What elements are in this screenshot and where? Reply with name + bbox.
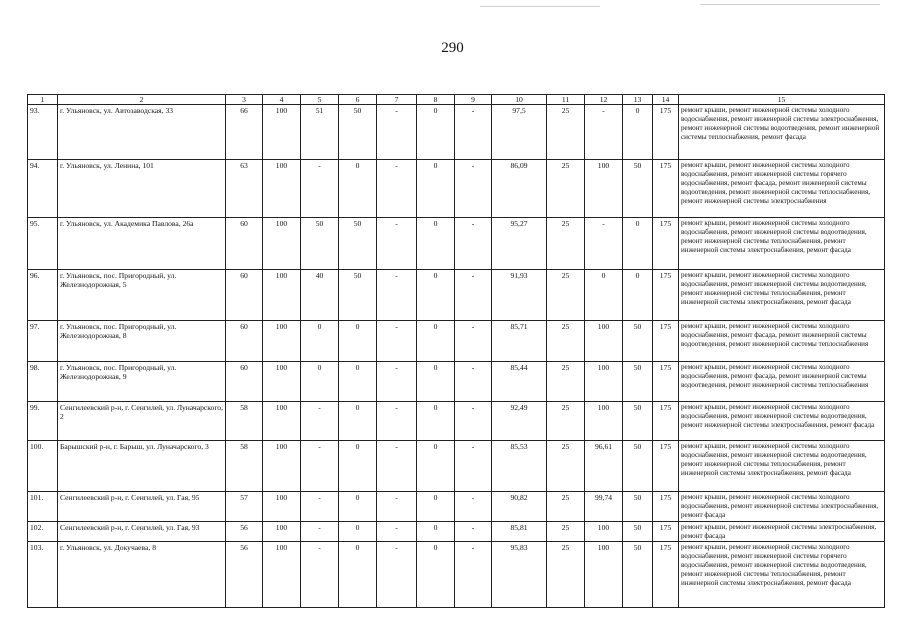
value-cell: 100 xyxy=(263,441,301,492)
address-cell: г. Ульяновск, ул. Автозаводская, 33 xyxy=(58,105,226,160)
value-cell: - xyxy=(377,160,417,218)
value-cell: 0 xyxy=(417,321,455,362)
value-cell: 95,27 xyxy=(492,218,547,270)
value-cell: 175 xyxy=(653,105,679,160)
value-cell: 25 xyxy=(547,362,585,402)
address-cell: Барышский р-н, г. Барыш, ул. Луначарского, 3 xyxy=(58,441,226,492)
value-cell: 95,83 xyxy=(492,542,547,608)
value-cell: - xyxy=(377,321,417,362)
value-cell: 0 xyxy=(339,542,377,608)
value-cell: - xyxy=(455,160,492,218)
value-cell: 0 xyxy=(339,521,377,542)
value-cell: 25 xyxy=(547,492,585,522)
value-cell: 50 xyxy=(339,270,377,321)
value-cell: 51 xyxy=(301,105,339,160)
value-cell: 25 xyxy=(547,402,585,441)
value-cell: 50 xyxy=(623,321,653,362)
column-header: 14 xyxy=(653,95,679,105)
value-cell: 50 xyxy=(623,362,653,402)
table-row xyxy=(28,270,885,321)
value-cell: - xyxy=(301,402,339,441)
value-cell: 0 xyxy=(623,270,653,321)
works-cell: ремонт крыши, ремонт инженерной системы холодного водоснабжения, ремонт инженерной системы электроснабжения, ремонт фасада xyxy=(679,492,885,522)
data-table xyxy=(27,94,885,608)
value-cell: 100 xyxy=(263,105,301,160)
row-number: 94. xyxy=(28,160,58,218)
value-cell: - xyxy=(377,218,417,270)
column-header: 5 xyxy=(301,95,339,105)
value-cell: - xyxy=(585,105,623,160)
address-cell: г. Ульяновск, ул. Академика Павлова, 26а xyxy=(58,218,226,270)
column-header: 12 xyxy=(585,95,623,105)
value-cell: 0 xyxy=(339,402,377,441)
table-row xyxy=(28,402,885,441)
value-cell: 100 xyxy=(263,321,301,362)
column-header: 8 xyxy=(417,95,455,105)
value-cell: 100 xyxy=(585,321,623,362)
value-cell: 175 xyxy=(653,542,679,608)
value-cell: 100 xyxy=(263,492,301,522)
value-cell: 50 xyxy=(623,492,653,522)
value-cell: 0 xyxy=(339,362,377,402)
value-cell: 175 xyxy=(653,218,679,270)
works-cell: ремонт крыши, ремонт инженерной системы холодного водоснабжения, ремонт инженерной системы водоотведения, ремонт инженерной системы теплоснабжения, ремонт инженерной системы электроснабжения, ремонт фасада xyxy=(679,441,885,492)
value-cell: - xyxy=(377,270,417,321)
row-number: 95. xyxy=(28,218,58,270)
value-cell: 85,53 xyxy=(492,441,547,492)
value-cell: 0 xyxy=(417,492,455,522)
value-cell: 66 xyxy=(226,105,263,160)
value-cell: - xyxy=(455,218,492,270)
value-cell: 60 xyxy=(226,321,263,362)
value-cell: - xyxy=(377,441,417,492)
row-number: 102. xyxy=(28,521,58,542)
value-cell: 97,5 xyxy=(492,105,547,160)
address-cell: Сенгилеевский р-н, г. Сенгилей, ул. Гая, 95 xyxy=(58,492,226,522)
value-cell: - xyxy=(455,542,492,608)
address-cell: г. Ульяновск, ул. Ленина, 101 xyxy=(58,160,226,218)
address-cell: г. Ульяновск, пос. Пригородный, ул. Железнодорожная, 9 xyxy=(58,362,226,402)
table-row xyxy=(28,441,885,492)
value-cell: 50 xyxy=(623,542,653,608)
address-cell: г. Ульяновск, пос. Пригородный, ул. Железнодорожная, 5 xyxy=(58,270,226,321)
value-cell: 0 xyxy=(339,160,377,218)
value-cell: - xyxy=(455,521,492,542)
value-cell: - xyxy=(301,542,339,608)
table-row xyxy=(28,492,885,522)
value-cell: - xyxy=(585,218,623,270)
row-number: 98. xyxy=(28,362,58,402)
table-row xyxy=(28,362,885,402)
value-cell: - xyxy=(455,362,492,402)
value-cell: 96,61 xyxy=(585,441,623,492)
works-cell: ремонт крыши, ремонт инженерной системы холодного водоснабжения, ремонт инженерной системы горячего водоснабжения, ремонт инженерной системы водоотведения, ремонт инженерной системы теплоснабжения, ремонт инженерной системы электроснабжения, ремонт фасада xyxy=(679,542,885,608)
table-row xyxy=(28,521,885,542)
works-cell: ремонт крыши, ремонт инженерной системы холодного водоснабжения, ремонт инженерной системы электроснабжения, ремонт инженерной системы водоотведения, ремонт инженерной системы теплоснабжения, ремонт фасада xyxy=(679,105,885,160)
value-cell: 58 xyxy=(226,441,263,492)
value-cell: 56 xyxy=(226,542,263,608)
value-cell: 63 xyxy=(226,160,263,218)
value-cell: 0 xyxy=(339,321,377,362)
value-cell: - xyxy=(301,521,339,542)
column-header: 2 xyxy=(58,95,226,105)
works-cell: ремонт крыши, ремонт инженерной системы холодного водоснабжения, ремонт фасада, ремонт инженерной системы водоотведения, ремонт инженерной системы теплоснабжения xyxy=(679,321,885,362)
column-header: 11 xyxy=(547,95,585,105)
page-number: 290 xyxy=(441,40,464,56)
column-header: 15 xyxy=(679,95,885,105)
value-cell: 85,71 xyxy=(492,321,547,362)
column-header: 9 xyxy=(455,95,492,105)
column-header: 10 xyxy=(492,95,547,105)
value-cell: - xyxy=(377,521,417,542)
column-header: 7 xyxy=(377,95,417,105)
value-cell: - xyxy=(455,492,492,522)
value-cell: 60 xyxy=(226,218,263,270)
value-cell: - xyxy=(455,441,492,492)
value-cell: 175 xyxy=(653,321,679,362)
value-cell: 90,82 xyxy=(492,492,547,522)
address-cell: Сенгилеевский р-н, г. Сенгилей, ул. Луначарского, 2 xyxy=(58,402,226,441)
value-cell: 0 xyxy=(417,270,455,321)
value-cell: 0 xyxy=(339,492,377,522)
row-number: 100. xyxy=(28,441,58,492)
value-cell: 99,74 xyxy=(585,492,623,522)
value-cell: 0 xyxy=(339,441,377,492)
value-cell: - xyxy=(377,542,417,608)
value-cell: 50 xyxy=(339,218,377,270)
value-cell: 0 xyxy=(417,362,455,402)
row-number: 99. xyxy=(28,402,58,441)
value-cell: 0 xyxy=(417,441,455,492)
works-cell: ремонт крыши, ремонт инженерной системы холодного водоснабжения, ремонт инженерной системы водоотведения, ремонт инженерной системы электроснабжения, ремонт фасада xyxy=(679,402,885,441)
value-cell: 100 xyxy=(585,362,623,402)
value-cell: 0 xyxy=(301,362,339,402)
value-cell: - xyxy=(377,105,417,160)
value-cell: 0 xyxy=(417,218,455,270)
value-cell: 85,44 xyxy=(492,362,547,402)
value-cell: 86,09 xyxy=(492,160,547,218)
value-cell: 57 xyxy=(226,492,263,522)
value-cell: 58 xyxy=(226,402,263,441)
value-cell: 0 xyxy=(301,321,339,362)
row-number: 97. xyxy=(28,321,58,362)
value-cell: 100 xyxy=(585,402,623,441)
column-header: 4 xyxy=(263,95,301,105)
scan-edge-line xyxy=(480,6,600,7)
address-cell: Сенгилеевский р-н, г. Сенгилей, ул. Гая, 93 xyxy=(58,521,226,542)
works-cell: ремонт крыши, ремонт инженерной системы холодного водоснабжения, ремонт фасада, ремонт инженерной системы водоотведения, ремонт инженерной системы теплоснабжения xyxy=(679,362,885,402)
value-cell: - xyxy=(377,362,417,402)
value-cell: 100 xyxy=(263,402,301,441)
value-cell: 25 xyxy=(547,441,585,492)
column-header: 3 xyxy=(226,95,263,105)
value-cell: 0 xyxy=(417,160,455,218)
value-cell: 100 xyxy=(585,521,623,542)
value-cell: 175 xyxy=(653,362,679,402)
value-cell: 25 xyxy=(547,542,585,608)
value-cell: 100 xyxy=(263,362,301,402)
value-cell: - xyxy=(301,160,339,218)
value-cell: 25 xyxy=(547,105,585,160)
works-cell: ремонт крыши, ремонт инженерной системы электроснабжения, ремонт фасада xyxy=(679,521,885,542)
value-cell: 175 xyxy=(653,521,679,542)
table-row xyxy=(28,160,885,218)
value-cell: 175 xyxy=(653,160,679,218)
value-cell: 100 xyxy=(585,160,623,218)
value-cell: - xyxy=(301,441,339,492)
value-cell: 60 xyxy=(226,270,263,321)
row-number: 101. xyxy=(28,492,58,522)
value-cell: - xyxy=(377,492,417,522)
value-cell: 0 xyxy=(417,402,455,441)
value-cell: 50 xyxy=(623,402,653,441)
row-number: 96. xyxy=(28,270,58,321)
row-number: 93. xyxy=(28,105,58,160)
value-cell: 60 xyxy=(226,362,263,402)
value-cell: 50 xyxy=(301,218,339,270)
value-cell: 85,81 xyxy=(492,521,547,542)
address-cell: г. Ульяновск, пос. Пригородный, ул. Железнодорожная, 8 xyxy=(58,321,226,362)
value-cell: 175 xyxy=(653,441,679,492)
value-cell: - xyxy=(455,105,492,160)
works-cell: ремонт крыши, ремонт инженерной системы холодного водоснабжения, ремонт инженерной системы водоотведения, ремонт инженерной системы теплоснабжения, ремонт инженерной системы электроснабжения, ремонт фасада xyxy=(679,270,885,321)
value-cell: 0 xyxy=(417,105,455,160)
value-cell: 25 xyxy=(547,160,585,218)
value-cell: 50 xyxy=(623,441,653,492)
value-cell: 100 xyxy=(263,521,301,542)
value-cell: - xyxy=(455,270,492,321)
table-row xyxy=(28,218,885,270)
value-cell: 40 xyxy=(301,270,339,321)
value-cell: - xyxy=(455,402,492,441)
value-cell: 100 xyxy=(263,218,301,270)
value-cell: 100 xyxy=(585,542,623,608)
table-row xyxy=(28,321,885,362)
value-cell: - xyxy=(301,492,339,522)
value-cell: 0 xyxy=(417,521,455,542)
value-cell: - xyxy=(377,402,417,441)
value-cell: 92,49 xyxy=(492,402,547,441)
value-cell: 25 xyxy=(547,270,585,321)
value-cell: 175 xyxy=(653,270,679,321)
value-cell: 50 xyxy=(623,521,653,542)
value-cell: 0 xyxy=(623,218,653,270)
value-cell: 50 xyxy=(339,105,377,160)
value-cell: 175 xyxy=(653,492,679,522)
value-cell: 91,93 xyxy=(492,270,547,321)
table-row xyxy=(28,105,885,160)
value-cell: 50 xyxy=(623,160,653,218)
works-cell: ремонт крыши, ремонт инженерной системы холодного водоснабжения, ремонт инженерной системы горячего водоснабжения, ремонт фасада, ремонт инженерной системы водоотведения, ремонт инженерной системы теплоснабжения, ремонт инженерной системы электроснабжения xyxy=(679,160,885,218)
table-row xyxy=(28,542,885,608)
value-cell: 25 xyxy=(547,321,585,362)
address-cell: г. Ульяновск, ул. Докучаева, 8 xyxy=(58,542,226,608)
value-cell: 25 xyxy=(547,218,585,270)
value-cell: 0 xyxy=(417,542,455,608)
column-header: 1 xyxy=(28,95,58,105)
value-cell: - xyxy=(455,321,492,362)
value-cell: 0 xyxy=(585,270,623,321)
works-cell: ремонт крыши, ремонт инженерной системы холодного водоснабжения, ремонт инженерной системы водоотведения, ремонт инженерной системы теплоснабжения, ремонт инженерной системы электроснабжения, ремонт фасада xyxy=(679,218,885,270)
value-cell: 100 xyxy=(263,542,301,608)
value-cell: 25 xyxy=(547,521,585,542)
value-cell: 175 xyxy=(653,402,679,441)
row-number: 103. xyxy=(28,542,58,608)
column-header: 6 xyxy=(339,95,377,105)
column-header: 13 xyxy=(623,95,653,105)
scan-edge-line xyxy=(700,4,880,5)
table-header-row xyxy=(28,95,885,105)
value-cell: 0 xyxy=(623,105,653,160)
value-cell: 56 xyxy=(226,521,263,542)
value-cell: 100 xyxy=(263,270,301,321)
value-cell: 100 xyxy=(263,160,301,218)
